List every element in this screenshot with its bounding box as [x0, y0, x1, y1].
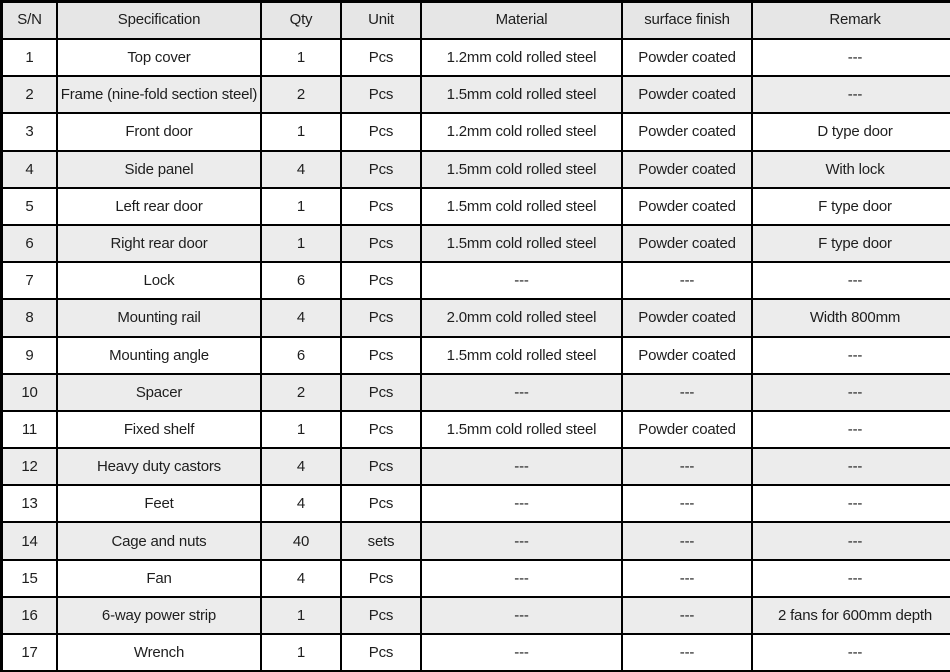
cell-qty: 6	[262, 263, 340, 298]
cell-specification: Spacer	[58, 375, 260, 410]
cell-material: ---	[422, 375, 621, 410]
cell-surface-finish: Powder coated	[623, 77, 751, 112]
header-specification: Specification	[58, 3, 260, 38]
cell-specification: Frame (nine-fold section steel)	[58, 77, 260, 112]
cell-material: 1.5mm cold rolled steel	[422, 77, 621, 112]
cell-specification: Fixed shelf	[58, 412, 260, 447]
cell-material: 1.5mm cold rolled steel	[422, 152, 621, 187]
cell-remark: ---	[753, 338, 950, 373]
cell-surface-finish: ---	[623, 263, 751, 298]
header-sn: S/N	[3, 3, 56, 38]
table-row	[3, 635, 950, 670]
header-unit: Unit	[342, 3, 420, 38]
cell-sn: 17	[3, 635, 56, 670]
cell-remark: ---	[753, 486, 950, 521]
cell-surface-finish: Powder coated	[623, 412, 751, 447]
cell-material: 2.0mm cold rolled steel	[422, 300, 621, 335]
cell-surface-finish: ---	[623, 523, 751, 558]
cell-material: ---	[422, 561, 621, 596]
cell-material: 1.5mm cold rolled steel	[422, 338, 621, 373]
table-row	[3, 598, 950, 633]
header-qty: Qty	[262, 3, 340, 38]
cell-qty: 1	[262, 189, 340, 224]
cell-remark: ---	[753, 375, 950, 410]
cell-material: 1.5mm cold rolled steel	[422, 189, 621, 224]
cell-material: ---	[422, 263, 621, 298]
cell-specification: Front door	[58, 114, 260, 149]
header-remark: Remark	[753, 3, 950, 38]
table-row	[3, 523, 950, 558]
cell-unit: Pcs	[342, 263, 420, 298]
cell-unit: Pcs	[342, 486, 420, 521]
cell-remark: F type door	[753, 226, 950, 261]
cell-surface-finish: Powder coated	[623, 226, 751, 261]
cell-specification: Lock	[58, 263, 260, 298]
table-row	[3, 561, 950, 596]
cell-qty: 1	[262, 114, 340, 149]
cell-specification: Mounting angle	[58, 338, 260, 373]
cell-qty: 4	[262, 152, 340, 187]
cell-sn: 6	[3, 226, 56, 261]
table-row	[3, 300, 950, 335]
cell-specification: Cage and nuts	[58, 523, 260, 558]
cell-surface-finish: Powder coated	[623, 189, 751, 224]
cell-unit: sets	[342, 523, 420, 558]
cell-sn: 10	[3, 375, 56, 410]
cell-surface-finish: Powder coated	[623, 40, 751, 75]
cell-sn: 13	[3, 486, 56, 521]
table-row	[3, 40, 950, 75]
cell-unit: Pcs	[342, 40, 420, 75]
cell-unit: Pcs	[342, 561, 420, 596]
cell-sn: 3	[3, 114, 56, 149]
cell-remark: ---	[753, 449, 950, 484]
cell-material: 1.2mm cold rolled steel	[422, 40, 621, 75]
table-row	[3, 338, 950, 373]
cell-sn: 5	[3, 189, 56, 224]
cell-material: 1.2mm cold rolled steel	[422, 114, 621, 149]
cell-specification: Right rear door	[58, 226, 260, 261]
table-header-row	[3, 3, 950, 38]
cell-surface-finish: ---	[623, 449, 751, 484]
cell-qty: 1	[262, 412, 340, 447]
cell-remark: ---	[753, 561, 950, 596]
header-surface-finish: surface finish	[623, 3, 751, 38]
table-row	[3, 114, 950, 149]
cell-unit: Pcs	[342, 152, 420, 187]
table-row	[3, 263, 950, 298]
cell-surface-finish: Powder coated	[623, 338, 751, 373]
cell-unit: Pcs	[342, 375, 420, 410]
table-row	[3, 77, 950, 112]
cell-specification: Left rear door	[58, 189, 260, 224]
table-row	[3, 226, 950, 261]
cell-unit: Pcs	[342, 412, 420, 447]
cell-remark: ---	[753, 263, 950, 298]
cell-sn: 4	[3, 152, 56, 187]
cell-sn: 12	[3, 449, 56, 484]
cell-specification: Wrench	[58, 635, 260, 670]
cell-specification: Mounting rail	[58, 300, 260, 335]
table-row	[3, 449, 950, 484]
cell-unit: Pcs	[342, 226, 420, 261]
cell-surface-finish: Powder coated	[623, 152, 751, 187]
cell-unit: Pcs	[342, 114, 420, 149]
cell-qty: 1	[262, 635, 340, 670]
cell-remark: ---	[753, 523, 950, 558]
cell-specification: Top cover	[58, 40, 260, 75]
cell-surface-finish: ---	[623, 486, 751, 521]
table-row	[3, 412, 950, 447]
cell-sn: 14	[3, 523, 56, 558]
cell-surface-finish: Powder coated	[623, 300, 751, 335]
specification-table	[1, 1, 950, 672]
cell-unit: Pcs	[342, 338, 420, 373]
table-row	[3, 486, 950, 521]
cell-material: ---	[422, 635, 621, 670]
cell-qty: 2	[262, 375, 340, 410]
cell-sn: 2	[3, 77, 56, 112]
cell-specification: Side panel	[58, 152, 260, 187]
cell-remark: ---	[753, 77, 950, 112]
cell-unit: Pcs	[342, 77, 420, 112]
table-row	[3, 152, 950, 187]
cell-remark: ---	[753, 40, 950, 75]
cell-sn: 1	[3, 40, 56, 75]
cell-qty: 4	[262, 300, 340, 335]
header-material: Material	[422, 3, 621, 38]
cell-material: ---	[422, 523, 621, 558]
cell-remark: ---	[753, 412, 950, 447]
cell-qty: 4	[262, 561, 340, 596]
cell-unit: Pcs	[342, 449, 420, 484]
cell-remark: Width 800mm	[753, 300, 950, 335]
cell-unit: Pcs	[342, 300, 420, 335]
cell-unit: Pcs	[342, 635, 420, 670]
cell-sn: 7	[3, 263, 56, 298]
cell-sn: 11	[3, 412, 56, 447]
cell-material: 1.5mm cold rolled steel	[422, 226, 621, 261]
cell-material: ---	[422, 449, 621, 484]
cell-sn: 8	[3, 300, 56, 335]
cell-surface-finish: ---	[623, 635, 751, 670]
cell-remark: D type door	[753, 114, 950, 149]
cell-surface-finish: ---	[623, 561, 751, 596]
cell-remark: 2 fans for 600mm depth	[753, 598, 950, 633]
cell-material: ---	[422, 486, 621, 521]
cell-unit: Pcs	[342, 598, 420, 633]
cell-specification: Feet	[58, 486, 260, 521]
cell-qty: 4	[262, 449, 340, 484]
cell-specification: Heavy duty castors	[58, 449, 260, 484]
table-row	[3, 189, 950, 224]
cell-surface-finish: Powder coated	[623, 114, 751, 149]
cell-qty: 1	[262, 40, 340, 75]
cell-qty: 40	[262, 523, 340, 558]
cell-unit: Pcs	[342, 189, 420, 224]
cell-specification: 6-way power strip	[58, 598, 260, 633]
cell-specification: Fan	[58, 561, 260, 596]
cell-surface-finish: ---	[623, 598, 751, 633]
cell-qty: 4	[262, 486, 340, 521]
cell-surface-finish: ---	[623, 375, 751, 410]
cell-sn: 15	[3, 561, 56, 596]
cell-remark: F type door	[753, 189, 950, 224]
cell-remark: With lock	[753, 152, 950, 187]
table-row	[3, 375, 950, 410]
cell-qty: 6	[262, 338, 340, 373]
cell-sn: 9	[3, 338, 56, 373]
cell-material: 1.5mm cold rolled steel	[422, 412, 621, 447]
cell-qty: 1	[262, 226, 340, 261]
cell-material: ---	[422, 598, 621, 633]
cell-sn: 16	[3, 598, 56, 633]
cell-qty: 2	[262, 77, 340, 112]
cell-remark: ---	[753, 635, 950, 670]
cell-qty: 1	[262, 598, 340, 633]
